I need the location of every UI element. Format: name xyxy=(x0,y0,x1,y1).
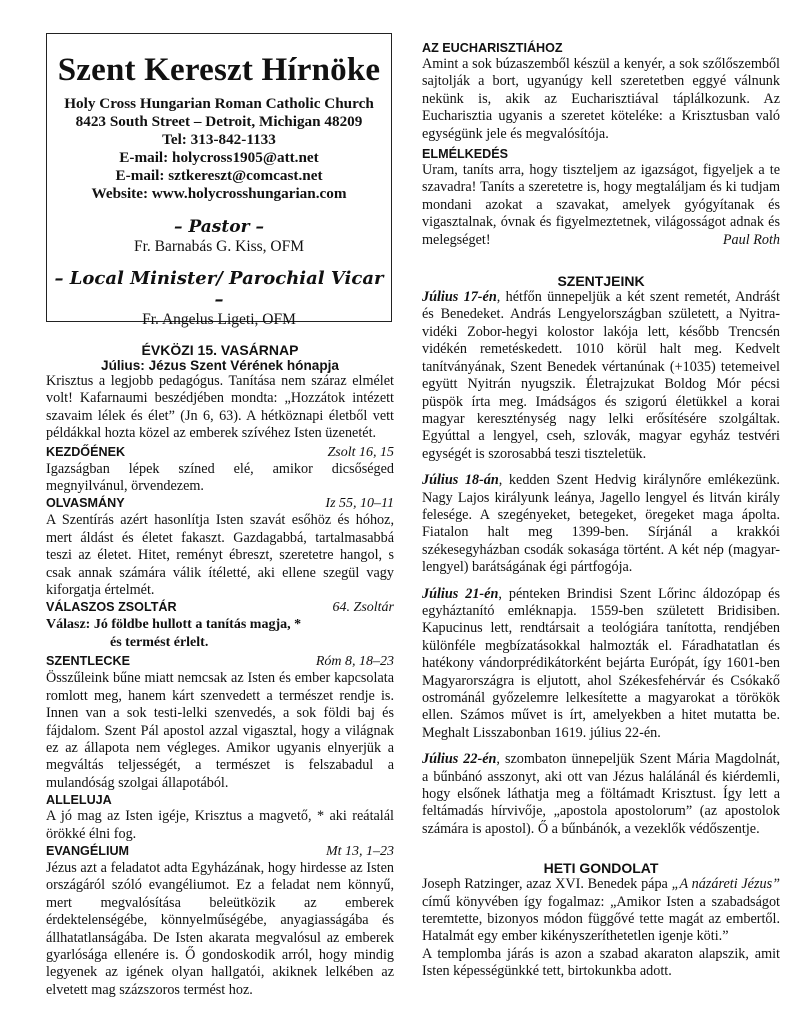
szentlecke-text: Összűleink bűne miatt nemcsak az Isten és ember kapcsolata romlott meg, hanem kárt szenvedett a természet rendje is. Innen van a sok testi-lelki szenvedés, a sok földi baj és fájdalom. Szent Pál apostol azzal vigasztal, hogy a világnak ez az állapota nem végleges. Amikor ugyanis elnyerjük a megváltás teljességét, a természet is felszabadul a mulandóság szolgai állapotából. xyxy=(46,670,394,791)
heti-text-a: Joseph Ratzinger, azaz XVI. Benedek pápa xyxy=(422,876,672,893)
vicar-role: – Local Minister/ Parochial Vicar – xyxy=(54,268,384,310)
euch-text: Amint a sok búzaszemből készül a kenyér, a sok szőlőszemből sajtolják a bort, ugyanúgy kell szeretetben eggyé válnunk nekünk is, akik az Eucharisztiával táplálkozunk. Az Eucharisztia ugyanis a szeretet köteléke: a Krisztusban való egységünk jele és megvalósítója. xyxy=(422,56,780,142)
kezdoenek-ref: Zsolt 16, 15 xyxy=(327,444,394,460)
saint-2-text: , kedden Szent Hedvig királynőre emlékezünk. Nagy Lajos királyunk leánya, Jagello lengyel és litván király felesége. A szegényeket, betegeket, öregeket maga ápolta. Fiatalon halt meg 1399-ben. Sírjánál a krakkói székesegyházban csodák sokasága történt. A két nép (magyar-lengyel) barátságának égi pártfogója. xyxy=(422,472,780,576)
elmelkedes-body: Uram, taníts arra, hogy tiszteljem az igazságot, figyeljek a te szavadra! Taníts a szeretetre is, hogy megtaláljam és ki tudjam mondani azokat a szavakat, amelyek gyógyítanak és vigasztalnak, óvnak és figyelmeztetnek, világosságot adnak és melegséget! xyxy=(422,162,780,248)
saint-entry-2 xyxy=(422,472,780,576)
kezdoenek-header xyxy=(46,444,394,461)
month-heading: Július: Jézus Szent Vérének hónapja xyxy=(101,358,339,373)
newsletter-title: Szent Kereszt Hírnöke xyxy=(57,52,381,88)
szentlecke-ref: Róm 8, 18–23 xyxy=(315,654,394,670)
evangelium-ref: Mt 13, 1–23 xyxy=(325,843,394,859)
alleluja-text: A jó mag az Isten igéje, Krisztus a magvető, * aki reátalál örökké élni fog. xyxy=(46,808,394,842)
heti-book-title: „A názáreti Jézus” xyxy=(671,876,780,893)
saint-3-text: , pénteken Brindisi Szent Lőrinc áldozópap és egyháztanító emléknapja. 1559-ben született Bridisiben. Kapucinus lett, rendtársait a teológiára tanította, rendjében különféle megbízatásokkal halmozták el. Fáradhatatlan és hatékony vándorprédikátorként bejárta Európát, így 1601-ben Magyarországra is eljutott, ahol Székesfehérvár és Csókakő ostrománál győzelemre lelkesítette a magyarokat a törökök ellen. Számos művet is írt, amelyekben a hitet mutatta be. Meghalt Lisszabonban 1619. július 22-én. xyxy=(422,585,780,741)
evangelium-label: EVANGÉLIUM xyxy=(46,843,130,858)
olvasmany-label: OLVASMÁNY xyxy=(46,496,125,511)
kezdoenek-text: Igazságban lépek színed elé, amikor dicsőséged megnyilvánul, örvendezem. xyxy=(46,460,394,495)
zsoltar-header xyxy=(46,599,394,616)
heti-gondolat-text xyxy=(422,876,780,946)
evangelium-text: Jézus azt a feladatot adta Egyházának, hogy hirdesse az Isten országáról szóló evangéliumot. Ez a feladat nem könnyű, mert megvalósítása beleütközik az emberek érdektelenségébe, könnyelműségébe, anyagiasságába és állhatatlanságába. De Isten akarata megvalósul az emberek gyarlósága ellenére is. Ő gondoskodik arról, hogy mindig legyenek az igének olyan hallgatói, akiknek lelkében az elvetett mag százszoros termést hoz. xyxy=(46,859,394,998)
szentlecke-label: SZENTLECKE xyxy=(46,654,130,669)
saint-entry-3 xyxy=(422,586,780,743)
saint-3-date: Július 21-én xyxy=(422,585,499,602)
church-email-1: E-mail: holycross1905@att.net xyxy=(119,149,319,166)
church-name: Holy Cross Hungarian Roman Catholic Church xyxy=(64,95,374,112)
saint-entry-4 xyxy=(422,751,780,838)
szentjeink-heading: SZENTJEINK xyxy=(557,273,645,290)
church-phone: Tel: 313-842-1133 xyxy=(162,131,276,148)
vicar-name: Fr. Angelus Ligeti, OFM xyxy=(142,311,296,328)
church-website: Website: www.holycrosshungarian.com xyxy=(91,185,347,202)
evangelium-header xyxy=(46,843,394,860)
olvasmany-text: A Szentírás azért hasonlítja Isten szavát esőhöz és hóhoz, mert áldást és életet fakaszt. Gazdagabbá, tartalmasabbá teszi az életet. Hitet, reményt ébreszt, szeretetre hangol, s csak annak számára válik ítéletté, aki ellene szegül vagy kiforgatja értelmét. xyxy=(46,512,394,599)
valasz-line-1: Válasz: Jó földbe hullott a tanítás magja, * xyxy=(46,617,302,633)
elmelkedes-label: ELMÉLKEDÉS xyxy=(422,147,509,162)
left-column xyxy=(46,342,394,999)
saint-entry-1 xyxy=(422,289,780,463)
saint-1-date: Július 17-én xyxy=(422,289,497,306)
right-column xyxy=(422,40,780,981)
intro-text: Krisztus a legjobb pedagógus. Tanítása nem száraz elmélet volt! Kafarnaumi beszédjében mondta: „Hozzátok intézett szavaim lélek és élet” (Jn 6, 63). A hétköznapi életből vett példákkal hozta közel az emberek szívéhez Isten üzenetét. xyxy=(46,373,394,442)
elmelkedes-text xyxy=(422,162,780,249)
saint-4-text: , szombaton ünnepeljük Szent Mária Magdolnát, a bűnbánó asszonyt, aki ott van Jézus halálánál és kiérdemli, hogy elsőnek láthatja meg a föltámadt Krisztust. Így lett a feltámadás hírvivője, „apostola apostolorum” (az apostolok számára is apostol). Ő a bűnbánók, a vezeklők védőszentje. xyxy=(422,751,780,837)
masthead-box xyxy=(46,33,392,328)
valasz-line-2: és termést érlelt. xyxy=(110,634,209,650)
kezdoenek-label: KEZDŐÉNEK xyxy=(46,444,126,459)
saint-4-date: Július 22-én xyxy=(422,751,497,768)
elmelkedes-author: Paul Roth xyxy=(722,231,780,248)
zsoltar-ref: 64. Zsoltár xyxy=(332,600,394,616)
olvasmany-ref: Iz 55, 10–11 xyxy=(325,496,394,512)
church-email-2: E-mail: sztkereszt@comcast.net xyxy=(115,167,323,184)
szentlecke-header xyxy=(46,653,394,670)
olvasmany-header xyxy=(46,495,394,512)
church-address: 8423 South Street – Detroit, Michigan 48209 xyxy=(75,113,363,130)
euch-label: AZ EUCHARISZTIÁHOZ xyxy=(422,41,563,55)
heti-text-b: című könyvében így fogalmaz: „Amikor Isten a szabadságot teremtette, bizonyos módon függővé tette magát az embertől. Hatalmát egy ember kikényszeríthetetlen igenje köti.” xyxy=(422,893,780,945)
heti-gondolat-heading: HETI GONDOLAT xyxy=(543,860,659,877)
pastor-role: – Pastor – xyxy=(174,217,264,237)
pastor-name: Fr. Barnabás G. Kiss, OFM xyxy=(133,238,305,255)
saint-2-date: Július 18-án xyxy=(422,472,499,489)
alleluja-label: ALLELUJA xyxy=(46,793,112,808)
saint-1-text: , hétfőn ünnepeljük a két szent remetét, Andráśt és Benedeket. András Lengyelországban született, a Nyitra-vidéki Zobor-hegyi kolostor lakója lett, később Trencsén vidékén remetéskedett. 1010 körül halt meg. Kedvelt tanítványának, Szent Benedek vértanúnak (+1035) tetemeivel együtt Nyitrán nyugszik. Életrajzukat Boldog Mór pécsi püspök írta meg. Imádságos és szigorú életükkel a korai magyar kereszténység nagy lelki erősítésére szolgáltak. Egyúttal a lengyel, cseh, szlovák, magyar egyház testvéri egységét is szorosabbá teszi tiszteletük. xyxy=(422,289,780,462)
sunday-heading: ÉVKÖZI 15. VASÁRNAP xyxy=(141,342,299,358)
zsoltar-label: VÁLASZOS ZSOLTÁR xyxy=(46,600,177,615)
heti-gondolat-text-2: A templomba járás is azon a szabad akaraton alapszik, amit Isten képességünkké tett, birtokunkba adott. xyxy=(422,945,780,980)
